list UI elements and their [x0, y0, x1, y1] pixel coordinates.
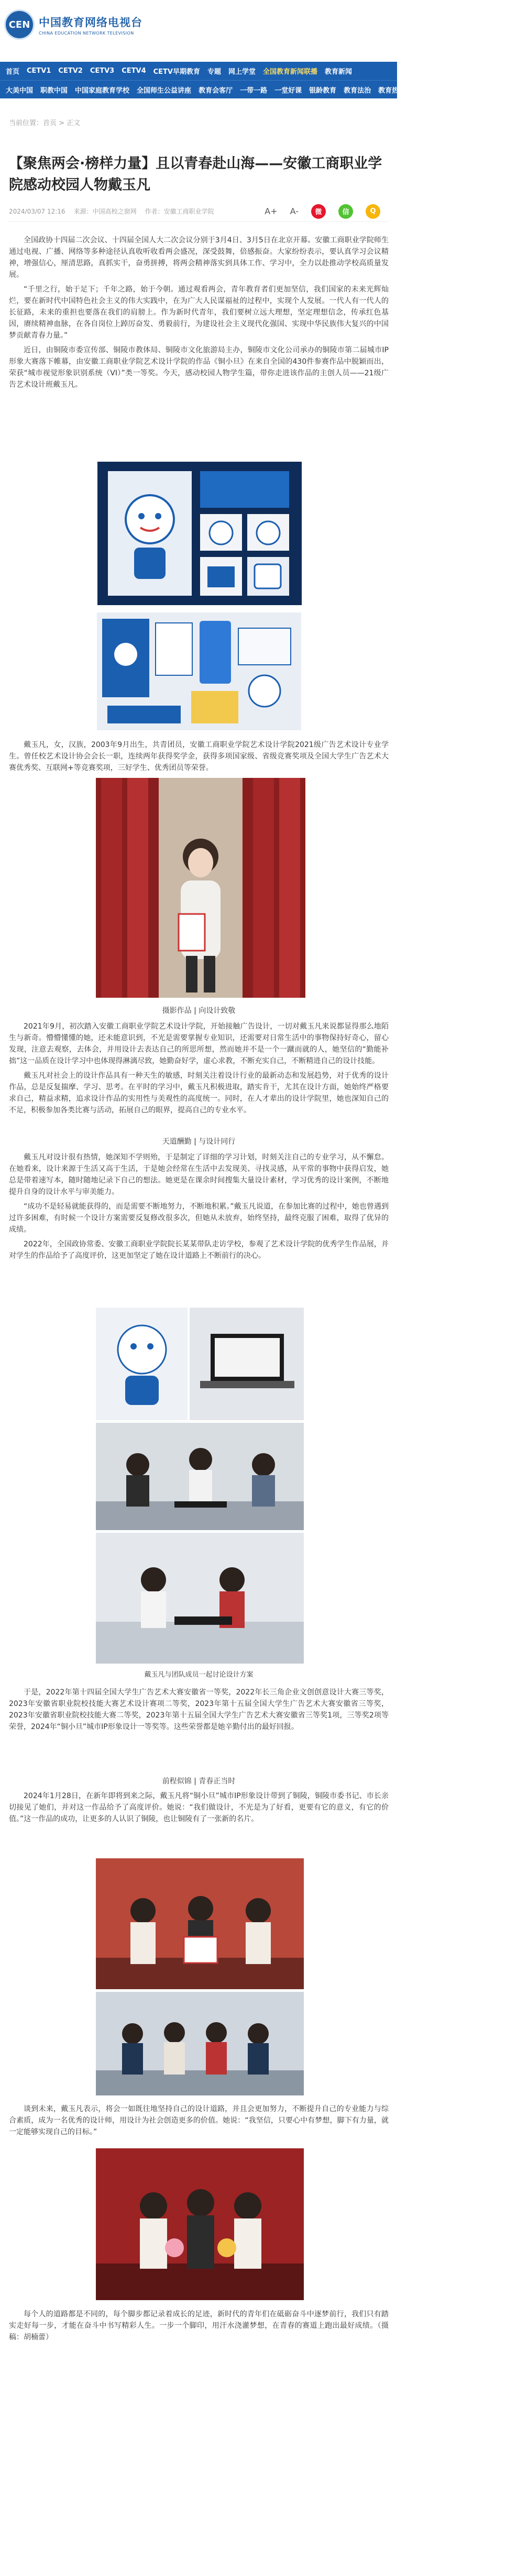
paragraph: 戴玉凡对社会上的设计作品具有一种天生的敏感，时刻关注着设计行业的最新动态和发展趋势，对于优秀的设计作品，总是反复揣摩、学习、思考。在平时的学习中，戴玉凡积极进取，踏实肯干，尤其在设计方面，她始终严格要求自己，精益求精，追求设计作品的实用性与美观性的高度统一。同时，在人才辈出的设计学院里，她也深知自己的不足，积极参加各类比赛与活动，拓展自己的眼界，提高自己的专业水平。 — [9, 1072, 389, 1114]
article-title: 【聚焦两会·榜样力量】且以青春赴山海——安徽工商职业学院感动校园人物戴玉凡 — [9, 155, 382, 193]
nav-row-1 — [0, 62, 397, 80]
article-body-1 — [9, 1021, 389, 1116]
portrait-caption-block — [9, 739, 389, 774]
paragraph: 2024年1月28日，在新年即将到来之际，戴玉凡将“铜小旦”城市IP形象设计带到了铜陵，铜陵市委书记、市长亲切接见了她们，并对这一作品给予了高度评价。她说：“我们做设计，不光是为了好看，更要有它的意义，有它的价值。”这一作品的成功，让更多的人认识了铜陵，也让铜陵有了一张新的名片。 — [9, 1792, 389, 1823]
site-header — [0, 0, 397, 62]
nav-item[interactable]: 全国教育新闻联播 — [263, 68, 318, 76]
ip-mascot-poster — [97, 462, 302, 605]
section-subheading: 前程似锦 | 青春正当时 — [162, 1777, 236, 1786]
site-logo[interactable] — [4, 9, 142, 40]
article-meta — [9, 201, 389, 222]
nav-item[interactable]: 专题 — [207, 68, 222, 76]
mascot-sketch-photo — [96, 1308, 188, 1420]
font-increase-button[interactable]: A+ — [265, 206, 278, 216]
article-body-4 — [9, 1790, 389, 1825]
nav-item[interactable]: 职教中国 — [40, 86, 68, 95]
article-body-3 — [9, 1687, 389, 1733]
nav-item[interactable]: 首页 — [6, 68, 20, 76]
main-nav — [0, 62, 503, 98]
award-photo — [96, 2148, 304, 2300]
nav-item[interactable]: 教育会客厅 — [199, 86, 233, 95]
paragraph: 于是，2022年第十四届全国大学生广告艺术大赛安徽省一等奖，2022年长三角企业文创创意设计大赛三等奖，2023年安徽省职业院校技能大赛艺术设计赛项二等奖，2023年第十五届全国大学生广告艺术大赛安徽省三等奖，2023年安徽省职业院校技能大赛二等奖，2023年第十五届全国大学生广告艺术大赛安徽省三等奖1项，三等奖2项等荣誉，2024年“铜小旦”城市IP形象设计一等奖等。这些荣誉都是她辛勤付出的最好回报。 — [9, 1688, 389, 1731]
nav-item[interactable]: 大美中国 — [6, 86, 34, 95]
paragraph: “成功不是轻易就能获得的，而是需要不断地努力，不断地积累。”戴玉凡说道，在参加比赛的过程中，她也曾遇到过许多困难，有时候一个设计方案需要反复修改很多次，但她从未放弃，始终坚持，最终克服了困难，取得了优异的成绩。 — [9, 1202, 389, 1234]
section-caption: 摄影作品 | 向设计致敬 — [162, 1007, 236, 1015]
nav-item[interactable]: 全国师生公益讲座 — [137, 86, 192, 95]
laptop-photo — [190, 1308, 304, 1420]
portrait-caption: 戴玉凡，女，汉族，2003年9月出生，共青团员，安徽工商职业学院艺术设计学院2021级广告艺术设计专业学生。曾任校艺术设计协会会长一职，连续两年获得奖学金，获得多项国家级、省级竞赛奖项及全国大学生广告艺术大赛优秀奖、互联网+等竞赛奖项，三好学生、优秀团员等荣誉。 — [9, 741, 389, 772]
group-photo — [96, 1992, 304, 2095]
breadcrumb[interactable]: 当前位置：首页 > 正文 — [9, 119, 81, 127]
nav-item[interactable]: CETV早期教育 — [153, 68, 200, 76]
article-date: 2024/03/07 12:16 — [9, 207, 65, 215]
event-photo — [96, 1858, 304, 1989]
logo-badge: CEN — [4, 9, 35, 40]
ip-vi-applications — [97, 612, 301, 730]
nav-item[interactable]: 教育热点 — [378, 86, 406, 95]
nav-item[interactable]: CETV2 — [58, 67, 83, 75]
nav-item[interactable]: 心理咨询 — [413, 86, 441, 95]
nav-item[interactable]: 教育新闻 — [325, 68, 353, 76]
nav-row-2 — [0, 80, 503, 98]
article-tools — [265, 204, 389, 219]
nav-item[interactable]: 一起成长 — [447, 86, 475, 95]
nav-item[interactable]: 教育法治 — [344, 86, 371, 95]
nav-item[interactable]: CETV1 — [27, 67, 51, 75]
logo-text — [39, 14, 142, 36]
nav-item[interactable]: CETV3 — [90, 67, 115, 75]
paragraph: 谈到未来，戴玉凡表示，将会一如既往地坚持自己的设计道路，并且会更加努力，不断提升自己的专业能力与综合素质，成为一名优秀的设计师，用设计为社会创造更多的价值。她说：“我坚信，只要心中有梦想，脚下有力量，就一定能够实现自己的目标。” — [9, 2105, 389, 2136]
paragraph: 戴玉凡对设计很有热情，她深知不学则殆，于是制定了详细的学习计划，时刻关注自己的专业学习，从不懈怠。在她看来，设计来源于生活又高于生活，于是她会经常在生活中去发现美、寻找灵感，从平常的事物中获得启发，她总是带着速写本，随时随地记录下自己的想法。她更是在课余时间搜集大量设计素材，学习优秀的设计案例，不断地提升自身的设计水平与审美能力。 — [9, 1153, 389, 1196]
nav-item[interactable]: 一堂好课 — [274, 86, 302, 95]
nav-item[interactable]: CETV4 — [122, 67, 146, 75]
paragraph: “千里之行，始于足下；千年之路，始于今朝。通过观看两会，青年教育者们更加坚信，我们国家的未来光辉灿烂，要在新时代中国特色社会主义的伟大实践中，在为广大人民谋福祉的过程中，实现个人发展。一代人有一代人的长征路，未来的重担也要落在我们的肩膀上。作为新时代青年，我们要树立远大理想，坚定理想信念，传承红色基因，赓续精神血脉，在各自岗位上踔厉奋发、勇毅前行，为建设社会主义现代化强国、实现中华民族伟大复兴的中国梦贡献青春力量。” — [9, 285, 389, 340]
nav-item[interactable]: 网上学堂 — [228, 68, 256, 76]
font-decrease-button[interactable]: A- — [290, 206, 299, 216]
nav-item[interactable]: 银龄教育 — [309, 86, 337, 95]
site-name-en: CHINA EDUCATION NETWORK TELEVISION — [39, 30, 134, 36]
paragraph: 近日，由铜陵市委宣传部、铜陵市教体局、铜陵市文化旅游局主办，铜陵市文化公司承办的铜陵市第二届城市IP形象大赛落下帷幕，由安徽工商职业学院艺术设计学院的作品《铜小旦》在来自全国的430件参赛作品中脱颖而出，荣获“城市视觉形象识别系统（VI）”类一等奖。今天，感动校园人物学生篇，带你走进该作品的主创人员——21级广告艺术设计班戴玉凡。 — [9, 346, 389, 389]
qzone-share-icon[interactable]: Q — [366, 204, 380, 219]
subhead-block-1 — [9, 1136, 389, 1147]
article-body-2 — [9, 1152, 389, 1262]
article-body-5 — [9, 2103, 389, 2138]
portrait-photo — [96, 778, 305, 998]
photo-caption-1 — [9, 1005, 389, 1017]
photo-caption-2 — [9, 1670, 389, 1680]
wechat-share-icon[interactable]: 信 — [338, 204, 353, 219]
paragraph: 每个人的道路都是不同的，每个脚步都记录着成长的足迹，新时代的青年们在砥砺奋斗中逐梦前行，我们只有踏实走好每一步，才能在奋斗中书写精彩人生。一步一个脚印，用汗水浇灌梦想，在青春的赛道上跑出最好成绩。（摄稿：胡楠蕾） — [9, 2310, 389, 2341]
nav-item[interactable]: 一起发 — [482, 86, 503, 95]
weibo-share-icon[interactable]: 微 — [311, 204, 326, 219]
article-intro — [9, 235, 389, 391]
site-name-cn: 中国教育网络电视台 — [39, 15, 142, 29]
team-discussion-photo — [96, 1423, 304, 1530]
nav-item[interactable]: 一带一路 — [240, 86, 268, 95]
article-body-6 — [9, 2309, 389, 2343]
subhead-block-2 — [9, 1776, 389, 1787]
section-subheading: 天道酬勤 | 与设计同行 — [162, 1138, 236, 1146]
paragraph: 全国政协十四届二次会议、十四届全国人大二次会议分别于3月4日、3月5日在北京开幕。安徽工商职业学院师生通过电视、广播、网络等多种途径认真收听收看两会盛况，深受鼓舞，倍感振奋。大家纷纷表示，要认真学习会议精神，增强信心，厘清思路，真抓实干，奋勇拼搏，将两会精神落实到具体工作、学习中，全力以赴推动学校高质量发展。 — [9, 236, 389, 279]
paragraph: 2022年，全国政协常委、安徽工商职业学院院长某某带队走访学校，参观了艺术设计学院的优秀学生作品展，并对学生的作品给予了高度评价，这更加坚定了她在设计道路上不断前行的决心。 — [9, 1240, 389, 1260]
studio-work-photo — [96, 1533, 304, 1664]
nav-item[interactable]: 中国家庭教育学校 — [75, 86, 130, 95]
article-author: 作者：安徽工商职业学院 — [145, 208, 214, 215]
paragraph: 2021年9月，初次踏入安徽工商职业学院艺术设计学院，开始接触广告设计，一切对戴玉凡来说都显得那么地陌生与新奇。懵懵懂懂的她，还未能意识到，不光是需要掌握专业知识，还需要对日常生活中的事物保持好奇心，留心发现，注意去观察，去体会，并用设计去表达自己的所思所想，然而她并不是一个一蹴而就的人，她坚信的“勤能补拙”这一品质在设计学习中也体现得淋漓尽致，她勤奋好学，虚心求教，不断充实自己，不断精进自己的设计技能。 — [9, 1022, 389, 1065]
team-caption: 戴玉凡与团队成员一起讨论设计方案 — [144, 1671, 254, 1679]
article-source[interactable]: 来源：中国高校之窗网 — [73, 208, 137, 215]
